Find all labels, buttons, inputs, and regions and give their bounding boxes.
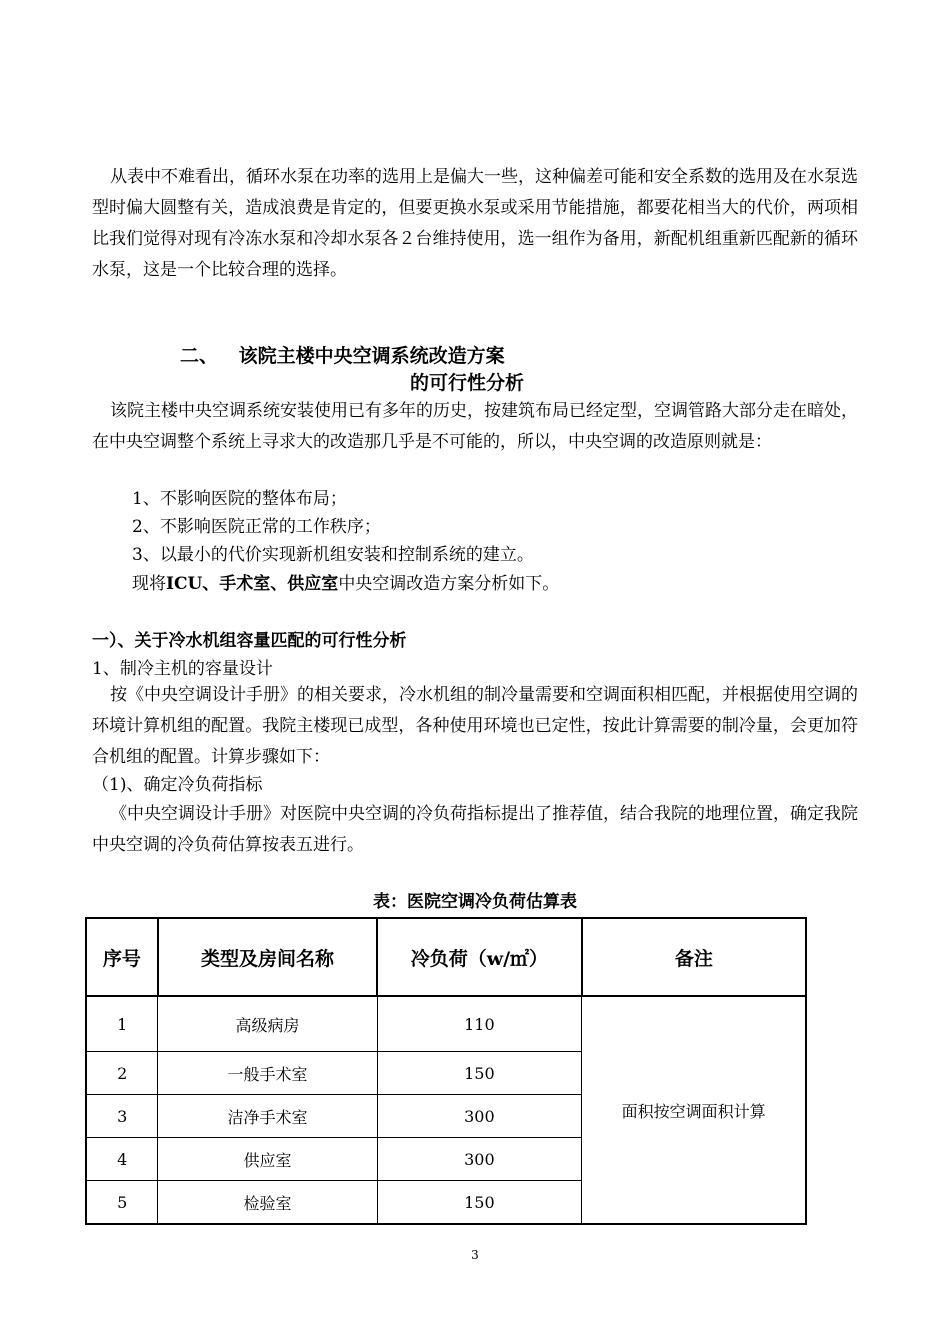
table-caption: 表：医院空调冷负荷估算表 — [373, 892, 577, 912]
scope-suffix: 中央空调改造方案分析如下。 — [338, 574, 560, 594]
column-header: 备注 — [582, 918, 806, 996]
scope-bold: ICU、手术室、供应室 — [166, 574, 339, 594]
room-name: 供应室 — [158, 1138, 377, 1181]
cooling-load: 300 — [377, 1095, 581, 1138]
column-header: 类型及房间名称 — [158, 918, 377, 996]
cooling-load: 150 — [377, 1181, 581, 1225]
cooling-load-table — [85, 917, 807, 1225]
section2-title-line2: 的可行性分析 — [410, 372, 525, 394]
cooling-load: 110 — [377, 996, 581, 1052]
row-number: 4 — [86, 1138, 158, 1181]
row-number: 3 — [86, 1095, 158, 1138]
room-name: 洁净手术室 — [158, 1095, 377, 1138]
row-number: 1 — [86, 996, 158, 1052]
room-name: 高级病房 — [158, 996, 377, 1052]
intro-paragraph: 从表中不难看出，循环水泵在功率的选用上是偏大一些，这种偏差可能和安全系数的选用及在水泵选型时偏大圆整有关，造成浪费是肯定的，但要更换水泵或采用节能措施，都要花相当大的代价，两项相比我们觉得对现有冷冻水泵和冷却水泵各２台维持使用，选一组作为备用，新配机组重新匹配新的循环水泵，这是一个比较合理的选择。 — [92, 167, 858, 280]
cooling-load: 300 — [377, 1138, 581, 1181]
item1-title: 1、制冷主机的容量设计 — [92, 659, 273, 679]
column-header: 序号 — [86, 918, 158, 996]
step1-title: （1)、确定冷负荷指标 — [92, 775, 263, 795]
room-name: 检验室 — [158, 1181, 377, 1225]
remark-cell: 面积按空调面积计算 — [582, 996, 806, 1224]
page-number: 3 — [471, 1248, 479, 1262]
cooling-load: 150 — [377, 1052, 581, 1095]
row-number: 2 — [86, 1052, 158, 1095]
subsection1-title: 一）、关于冷水机组容量匹配的可行性分析 — [92, 631, 407, 651]
step1-paragraph: 《中央空调设计手册》对医院中央空调的冷负荷指标提出了推荐值，结合我院的地理位置，确定我院中央空调的冷负荷估算按表五进行。 — [92, 804, 858, 855]
principle-item: 2、不影响医院正常的工作秩序； — [132, 517, 381, 537]
principle-item: 3、以最小的代价实现新机组安装和控制系统的建立。 — [132, 545, 534, 565]
scope-prefix: 现将 — [132, 574, 166, 594]
room-name: 一般手术室 — [158, 1052, 377, 1095]
section2-heading-line1 — [180, 341, 505, 368]
section2-number: 二、 — [180, 345, 219, 367]
column-header: 冷负荷（w/㎡） — [377, 918, 581, 996]
table-header-row — [86, 918, 806, 996]
section2-paragraph: 该院主楼中央空调系统安装使用已有多年的历史，按建筑布局已经定型，空调管路大部分走在暗处，在中央空调整个系统上寻求大的改造那几乎是不可能的，所以，中央空调的改造原则就是： — [92, 401, 858, 452]
row-number: 5 — [86, 1181, 158, 1225]
scope-line — [132, 572, 559, 596]
section2-title-line1: 该院主楼中央空调系统改造方案 — [238, 345, 505, 367]
item1-paragraph: 按《中央空调设计手册》的相关要求，冷水机组的制冷量需要和空调面积相匹配，并根据使用空调的环境计算机组的配置。我院主楼现已成型，各种使用环境也已定性，按此计算需要的制冷量，会更加符合机组的配置。计算步骤如下： — [92, 685, 858, 767]
table-row — [86, 996, 806, 1052]
principle-item: 1、不影响医院的整体布局； — [132, 489, 347, 509]
